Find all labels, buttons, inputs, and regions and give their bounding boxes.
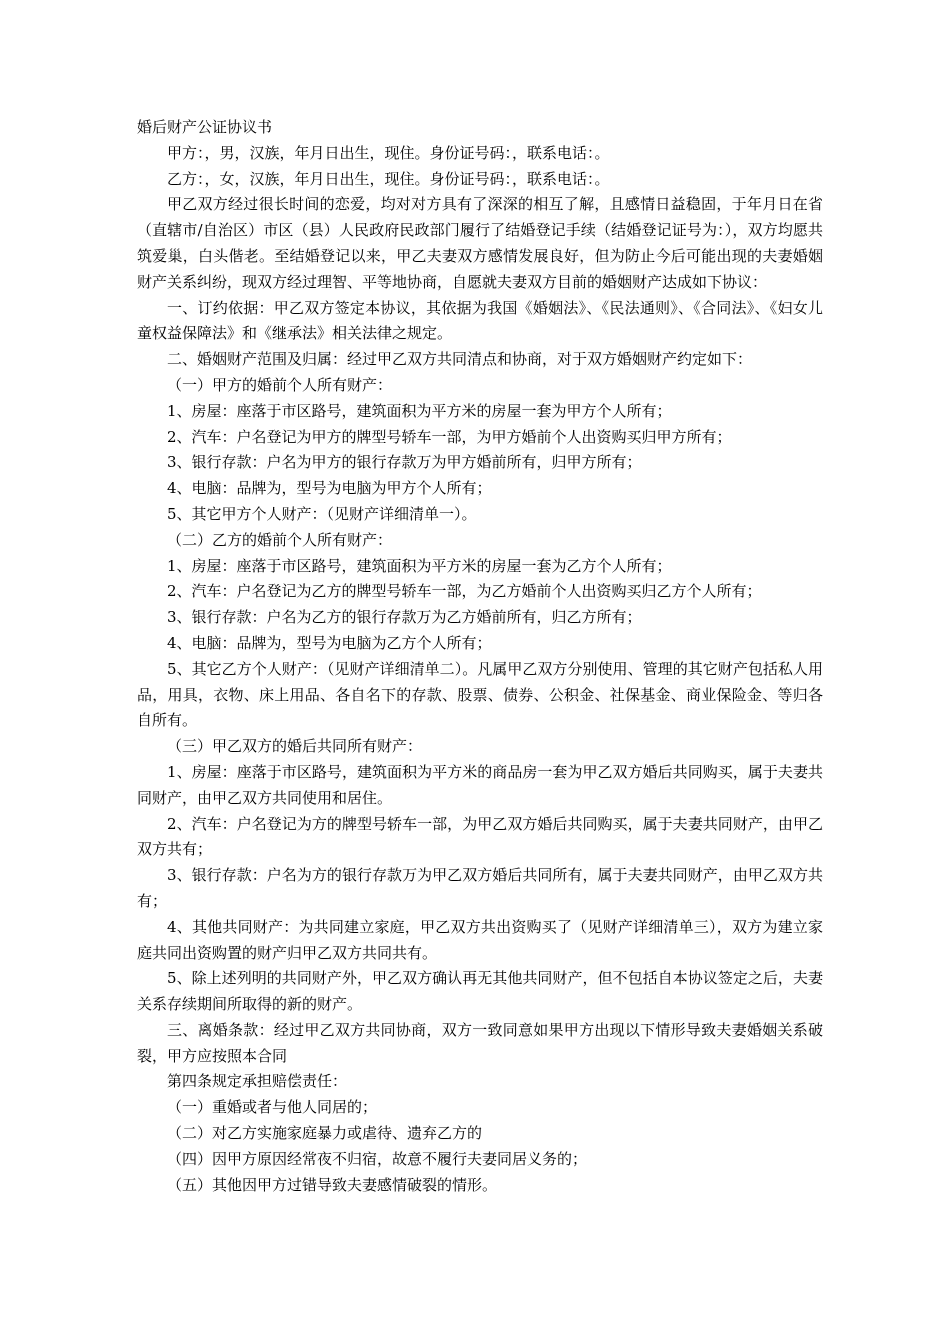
party-b-item-deposit: 3、银行存款：户名为乙方的银行存款万为乙方婚前所有，归乙方所有； xyxy=(167,608,642,627)
joint-item-deposit: 3、银行存款：户名为方的银行存款万为甲乙双方婚后共同所有，属于夫妻共同财产，由甲乙双方共有； xyxy=(137,866,823,910)
party-a-item-other: 5、其它甲方个人财产：（见财产详细清单一）。 xyxy=(167,504,477,523)
document-title: 婚后财产公证协议书 xyxy=(137,118,273,136)
party-a-item-car: 2、汽车：户名登记为甲方的牌型号轿车一部，为甲方婚前个人出资购买归甲方所有； xyxy=(167,427,732,446)
party-a-item-deposit: 3、银行存款：户名为甲方的银行存款万为甲方婚前所有，归甲方所有； xyxy=(167,453,642,472)
party-b-item-house: 1、房屋：座落于市区路号，建筑面积为平方米的房屋一套为乙方个人所有； xyxy=(167,556,672,575)
joint-item-house: 1、房屋：座落于市区路号，建筑面积为平方米的商品房一套为甲乙双方婚后共同购买，属于夫妻共同财产，由甲乙双方共同使用和居住。 xyxy=(137,762,823,807)
party-a-item-house: 1、房屋：座落于市区路号，建筑面积为平方米的房屋一套为甲方个人所有； xyxy=(167,401,672,420)
party-a-line: 甲方：，男，汉族，年月日出生，现住。身份证号码：，联系电话：。 xyxy=(167,143,610,162)
section-party-b-premarital: （二）乙方的婚前个人所有财产： xyxy=(167,530,393,549)
clause-property-scope: 二、婚姻财产范围及归属：经过甲乙双方共同清点和协商，对于双方婚姻财产约定如下： xyxy=(167,350,753,369)
party-b-item-computer: 4、电脑：品牌为，型号为电脑为乙方个人所有； xyxy=(167,633,492,652)
joint-item-other: 4、其他共同财产：为共同建立家庭，甲乙双方共出资购买了（见财产详细清单三），双方为建立家庭共同出资购置的财产归甲乙双方共同共有。 xyxy=(137,917,823,962)
joint-item-exclusion: 5、除上述列明的共同财产外，甲乙双方确认再无其他共同财产，但不包括自本协议签定之后，夫妻关系存续期间所取得的新的财产。 xyxy=(137,969,823,1014)
divorce-case-1: （一）重婚或者与他人同居的； xyxy=(167,1098,378,1117)
party-b-line: 乙方：，女，汉族，年月日出生，现住。身份证号码：，联系电话：。 xyxy=(167,169,610,188)
section-joint-property: （三）甲乙双方的婚后共同所有财产： xyxy=(167,737,423,756)
party-b-item-car: 2、汽车：户名登记为乙方的牌型号轿车一部，为乙方婚前个人出资购买归乙方个人所有； xyxy=(167,582,762,601)
joint-item-car: 2、汽车：户名登记为方的牌型号轿车一部，为甲乙双方婚后共同购买，属于夫妻共同财产，由甲乙双方共有； xyxy=(137,814,823,859)
party-a-item-computer: 4、电脑：品牌为，型号为电脑为甲方个人所有； xyxy=(167,479,492,498)
divorce-case-4: （四）因甲方原因经常夜不归宿，故意不履行夫妻同居义务的； xyxy=(167,1149,588,1168)
clause-divorce: 三、离婚条款：经过甲乙双方共同协商，双方一致同意如果甲方出现以下情形导致夫妻婚姻关系破裂，甲方应按照本合同 xyxy=(137,1020,823,1065)
divorce-case-5: （五）其他因甲方过错导致夫妻感情破裂的情形。 xyxy=(167,1175,498,1194)
divorce-case-2: （二）对乙方实施家庭暴力或虐待、遗弃乙方的 xyxy=(167,1124,483,1143)
document-body xyxy=(137,115,823,1198)
section-party-a-premarital: （一）甲方的婚前个人所有财产： xyxy=(167,375,393,394)
clause-liability: 第四条规定承担赔偿责任： xyxy=(167,1072,348,1091)
party-b-item-other: 5、其它乙方个人财产：（见财产详细清单二）。凡属甲乙双方分别使用、管理的其它财产包括私人用品，用具，衣物、床上用品、各自名下的存款、股票、债券、公积金、社保基金、商业保险金、等归各自所有。 xyxy=(137,659,823,730)
preamble-paragraph: 甲乙双方经过很长时间的恋爱，均对对方具有了深深的相互了解，且感情日益稳固，于年月日在省（直辖市/自治区）市区（县）人民政府民政部门履行了结婚登记手续（结婚登记证号为：），双方均愿共筑爱巢，白头偕老。至结婚登记以来，甲乙夫妻双方感情发展良好，但为防止今后可能出现的夫妻婚姻财产关系纠纷，现双方经过理智、平等地协商，自愿就夫妻双方目前的婚姻财产达成如下协议： xyxy=(137,195,823,291)
clause-basis: 一、订约依据：甲乙双方签定本协议，其依据为我国《婚姻法》、《民法通则》、《合同法》、《妇女儿童权益保障法》和《继承法》相关法律之规定。 xyxy=(137,298,823,343)
